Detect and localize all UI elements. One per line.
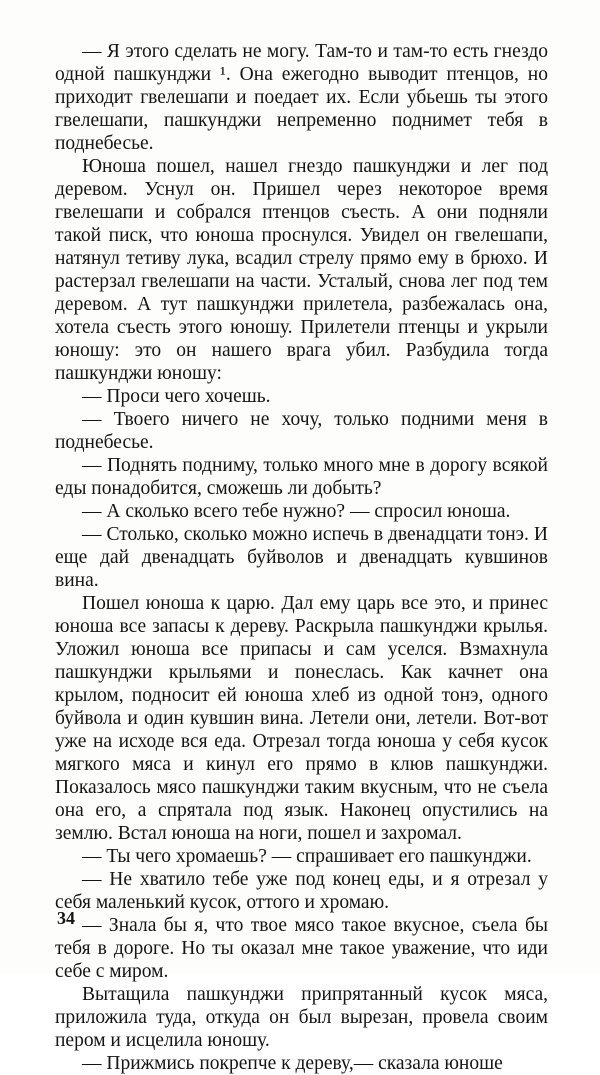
paragraph-8: Пошел юноша к царю. Дал ему царь все это, и принес юноша все запасы к дереву. Раскрыла пашкунджи крылья. Уложил юноша все припасы и сам уселся. Взмахнула пашкунджи крыльями и понеслась. Как качнет она крылом, подносит ей юноша хлеб из одной тонэ, одного буйвола и один кувшин вина. Летели они, летели. Вот-вот уже на исходе вся еда. Отрезал тогда юноша у себя кусок мягкого мяса и кинул его прямо в клюв пашкунджи. Показалось мясо пашкунджи таким вкусным, что не съела она его, а спрятала под язык. Наконец опустились на землю. Встал юноша на ноги, пошел и захромал. [55, 593, 548, 844]
paragraph-12: Вытащила пашкунджи припрятанный кусок мяса, приложила туда, откуда он был вырезан, провела своим пером и исцелила юношу. [55, 984, 548, 1051]
paragraph-2: Юноша пошел, нашел гнездо пашкунджи и лег под деревом. Уснул он. Пришел через некоторое время гвелешапи и собрался птенцов съесть. А они подняли такой писк, что юноша проснулся. Увидел он гвелешапи, натянул тетиву лука, всадил стрелу прямо ему в брюхо. И растерзал гвелешапи на части. Усталый, снова лег под тем деревом. А тут пашкунджи прилетела, разбежалась она, хотела съесть этого юношу. Прилетели птенцы и укрыли юношу: это он нашего врага убил. Разбудила тогда пашкунджи юношу: [55, 156, 548, 384]
page-number: 34 [57, 908, 75, 928]
paragraph-7: — Столько, сколько можно испечь в двенадцати тонэ. И еще дай двенадцать буйволов и двенадцать кувшинов вина. [55, 524, 548, 591]
paragraph-5: — Поднять подниму, только много мне в дорогу всякой еды понадобится, сможешь ли добыть? [55, 455, 548, 499]
paragraph-9: — Ты чего хромаешь? — спрашивает его пашкунджи. [82, 846, 532, 867]
paragraph-13: — Прижмись покрепче к дереву,— сказала юноше [82, 1053, 503, 1074]
paragraph-11: — Знала бы я, что твое мясо такое вкусное, съела бы тебя в дороге. Но ты оказал мне такое уважение, что иди себе с миром. [55, 915, 548, 982]
paragraph-6: — А сколько всего тебе нужно? — спросил юноша. [82, 501, 511, 522]
paragraph-10: — Не хватило тебе уже под конец еды, и я отрезал у себя маленький кусок, оттого и хромаю. [55, 869, 548, 913]
paragraph-4: — Твоего ничего не хочу, только подними меня в поднебесье. [55, 409, 548, 453]
paragraph-3: — Проси чего хочешь. [82, 386, 271, 407]
page-body-text [55, 40, 548, 1075]
paragraph-1: — Я этого сделать не могу. Там-то и там-то есть гнездо одной пашкунджи ¹. Она ежегодно выводит птенцов, но приходит гвелешапи и поедает их. Если убьешь ты этого гвелешапи, пашкунджи непременно поднимет тебя в поднебесье. [55, 41, 548, 154]
